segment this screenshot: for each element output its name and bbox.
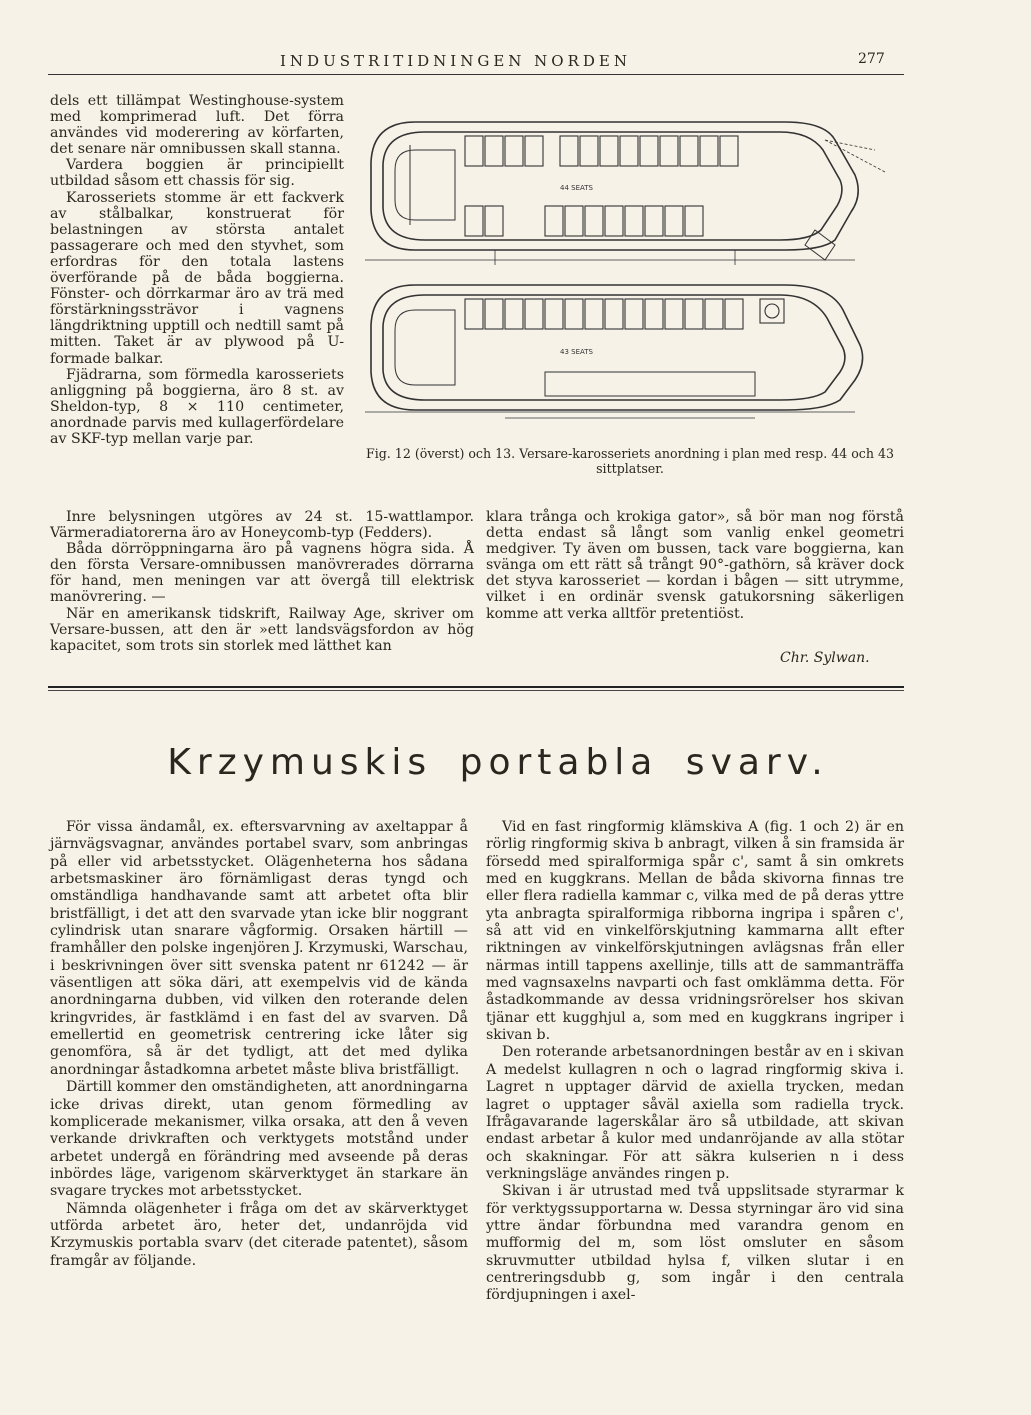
article1-right-column xyxy=(486,509,904,622)
seat-row-upper-bottom xyxy=(465,299,784,329)
header-rule xyxy=(48,74,904,75)
page-number: 277 xyxy=(858,51,885,67)
section-rule-thin xyxy=(48,690,904,691)
bus-inner-outline-top xyxy=(383,132,842,240)
bus-plan-drawing xyxy=(355,100,905,435)
section-rule xyxy=(48,686,904,688)
paragraph: Därtill kommer den omständigheten, att anordningarna icke drivas direkt, utan genom förmedling av komplicerade mekanismer, vilka orsaka, att den å veven verkande drivkraften och verktygets motstånd under arbetet undergå en förändring med avseende på deras inbördes läge, varigenom skärverktyget än starkare än svagare tryckes mot arbetsstycket. xyxy=(50,1079,468,1200)
paragraph: Fjädrarna, som förmedla karosseriets anliggning på boggierna, äro 8 st. av Sheldon-typ, 8 × 110 centimeter, anordnade parvis med kullagerfördelare av SKF-typ mellan varje par. xyxy=(50,366,344,447)
seats-label-top: 44 SEATS xyxy=(560,184,593,192)
paragraph: Inre belysningen utgöres av 24 st. 15-wattlampor. Värmeradiatorerna äro av Honeycomb-typ (Fedders). xyxy=(50,509,474,542)
paragraph: dels ett tillämpat Westinghouse-system med komprimerad luft. Det förra användes vid moderering av körfarten, det senare när omnibussen skall stanna. xyxy=(50,93,344,158)
seat-row-lower-top xyxy=(465,206,703,236)
running-header-title: INDUSTRITIDNINGEN NORDEN xyxy=(280,52,631,70)
seat-row-upper-top xyxy=(465,136,738,166)
article2-left-column xyxy=(50,819,468,1270)
bus-inner-outline-bottom xyxy=(383,295,845,400)
bus-outline-top xyxy=(371,122,858,250)
paragraph: Den roterande arbetsanordningen består av en i skivan A medelst kullagren n och o lagrad ringformig skiva i. Lagret n upptager därvid de axiella trycken, medan lagret o upptager såväl axiella som radiella tryck. Ifrågavarande lagerskålar äro så utbildade, att skivan endast arbetar å kulor med undanröjande av alla stötar och skakningar. För att säkra kulserien n i dess verkningsläge användes ringen p. xyxy=(486,1044,904,1182)
bus-floor-plan-figure xyxy=(355,100,905,435)
article-title: Krzymuskis portabla svarv. xyxy=(167,742,829,783)
article2-right-column xyxy=(486,819,904,1305)
paragraph: Nämnda olägenheter i fråga om det av skärverktyget utförda arbetet äro, heter det, undanröjda vid Krzymuskis portabla svarv (det citerade patentet), såsom framgår av följande. xyxy=(50,1200,468,1269)
paragraph: Vardera boggien är principiellt utbildad såsom ett chassis för sig. xyxy=(50,157,344,190)
rear-bench-bottom xyxy=(395,310,455,385)
paragraph: Skivan i är utrustad med två uppslitsade styrarmar k för verktygssupportarna w. Dessa styrningar äro vid sina yttre ändar förbundna med varandra genom en mufformig del m, som löst omsluter en såsom skruvmutter utbildad hylsa f, vilken slutar i en centreringsdubb g, som ingår i den centrala fördjupningen i axel- xyxy=(486,1183,904,1304)
seats-label-bottom: 43 SEATS xyxy=(560,348,593,356)
rear-bench-top xyxy=(395,150,455,220)
article1-left-top-column xyxy=(50,93,344,447)
bus-outline-bottom xyxy=(371,285,863,410)
author-signature: Chr. Sylwan. xyxy=(780,650,870,666)
paragraph: Vid en fast ringformig klämskiva A (fig. 1 och 2) är en rörlig ringformig skiva b anbragt, vilken å sin framsida är försedd med spiralformiga spår c', samt å sin omkrets med en kuggkrans. Mellan de båda skivorna finnas tre eller flera radiella kammar c, vilka med de på deras yttre yta anbragta spiralformiga ribborna ingripa i spåren c', så att vid en vinkelförskjutning kammarna allt efter riktningen av vinkelförskjutningen avlägsnas från eller närmas intill tappens axellinje, tills att de sammanträffa med vagnsaxelns navparti och fast omklämma detta. För åstadkommande av dessa vridningsrörelser hos skivan tjänar ett kugghjul a, som med en kuggkrans ingriper i skivan b. xyxy=(486,819,904,1044)
figure-caption: Fig. 12 (överst) och 13. Versare-karosseriets anordning i plan med resp. 44 och 43 sittplatser. xyxy=(365,446,895,476)
side-bench-bottom xyxy=(545,372,755,396)
paragraph: Karosseriets stomme är ett fackverk av stålbalkar, konstruerat för belastningen av största antalet passagerare och med den styvhet, som erfordras för den totala lastens överförande på de båda boggierna. Fönster- och dörrkarmar äro av trä med förstärkningssträvor i vagnens längdriktning upptill och nedtill samt på mitten. Taket är av plywood på U-formade balkar. xyxy=(50,189,344,367)
article1-left-wide-column xyxy=(50,509,474,654)
paragraph: För vissa ändamål, ex. eftersvarvning av axeltappar å järnvägsvagnar, användes portabel svarv, som anbringas på eller vid arbetsstycket. Olägenheterna hos sådana arbetsmaskiner äro förnämligast deras tyngd och omständliga handhavande samt att arbetet ofta blir bristfälligt, i det att den svarvade ytan icke blir noggrant cylindrisk utan snarare vågformig. Orsaken härtill — framhåller den polske ingenjören J. Krzymuski, Warschau, i beskrivningen över sitt svenska patent nr 61242 — är väsentligen att söka däri, att exempelvis vid de kända anordningarna dubben, vid vilken den roterande delen kringvrides, är fastklämd i en fast del av svarven. Då emellertid en geometrisk centrering icke låter sig genomföra, så är det tydligt, att det med dylika anordningar åstadkomna arbetet måste bliva bristfälligt. xyxy=(50,819,468,1078)
paragraph: klara trånga och krokiga gator», så bör man nog förstå detta endast så långt som vanlig enkel geometri medgiver. Ty även om bussen, tack vare boggierna, kan svänga om ett rätt så trångt 90°-gathörn, så kräver dock det styva karosseriet — kordan i bågen — sitt utrymme, vilket i en ordinär svensk gatukorsning säkerligen komme att verka alltför pretentiöst. xyxy=(486,509,904,622)
paragraph: Båda dörröppningarna äro på vagnens högra sida. Å den första Versare-omnibussen manövrerades dörrarna för hand, men meningen var att övergå till elektrisk manövrering. — xyxy=(50,541,474,606)
paragraph: När en amerikansk tidskrift, Railway Age, skriver om Versare-bussen, att den är »ett landsvägsfordon av hög kapacitet, som trots sin storlek med lätthet kan xyxy=(50,605,474,654)
